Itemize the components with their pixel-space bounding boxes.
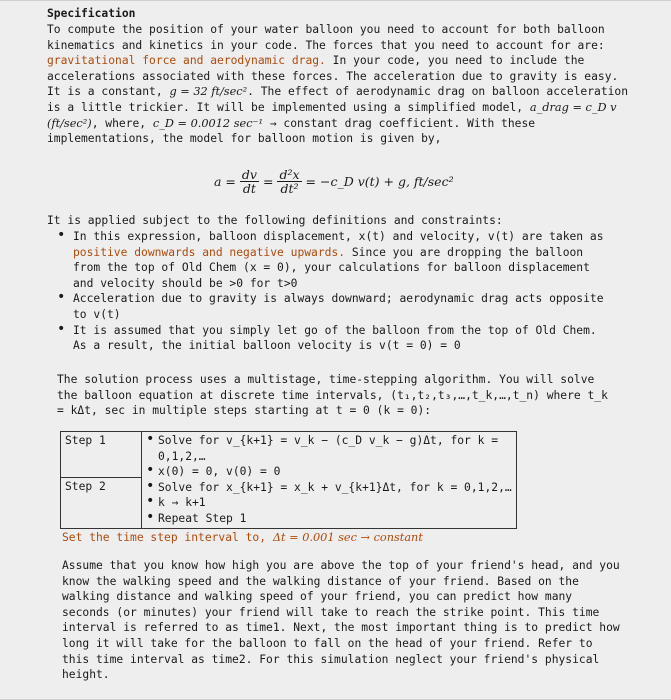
step1-label: Step 1 — [61, 432, 142, 478]
list-item — [47, 229, 607, 291]
intro-text-4: , where, — [91, 116, 153, 130]
constraint-1-text: In this expression, balloon displacement, x(t) and velocity, v(t) are taken as — [73, 230, 604, 243]
constraints-list — [47, 229, 607, 354]
intro-text-1: To compute the position of your water balloon you need to account for both balloon kinematics and kinetics in your code. The forces that you need to account for are: — [47, 23, 612, 52]
direction-highlight: positive downwards and negative upwards. — [73, 245, 346, 259]
section-heading: Specification — [47, 7, 136, 20]
list-item — [47, 291, 607, 322]
gravity-expression: g = 32 ft/sec² — [169, 85, 248, 99]
frac1-denominator: dt — [242, 181, 256, 196]
drag-coefficient-expression: c_D = 0.0012 sec⁻¹ — [152, 116, 264, 130]
list-item: • Repeat Step 1 — [142, 511, 512, 527]
intro-text-2: In your code, you need to include the accelerations associated with these forces. The acceleration due to gravity is easy. It is a constant, — [47, 54, 626, 99]
timestep-line — [62, 530, 622, 546]
constraint-2-text: Acceleration due to gravity is always downward; aerodynamic drag acts opposite to v(t) — [73, 292, 604, 321]
solution-paragraph: The solution process uses a multistage, time-stepping algorithm. You will solve the balloon equation at discrete time intervals, (t₁,t₂,t₃,…,t_k,…,t_n) where t_k = kΔt, sec in multiple steps starting at t = 0 (k = 0): — [57, 373, 615, 418]
frac1-numerator: dv — [241, 167, 257, 182]
step2-label: Step 2 — [61, 477, 142, 528]
list-item: • x(0) = 0, v(0) = 0 — [142, 464, 512, 480]
steps-body — [142, 432, 517, 529]
list-item: • Solve for v_{k+1} = v_k − (c_D v_k − g)Δt, for k = 0,1,2,… — [142, 433, 512, 464]
constraints-intro: It is applied subject to the following definitions and constraints: — [47, 214, 503, 227]
forces-highlight: gravitational force and aerodynamic drag. — [47, 54, 326, 68]
table-row — [61, 432, 517, 478]
timestep-expression: Δt = 0.001 sec → constant — [272, 531, 423, 544]
equation-equals: = — [262, 174, 274, 189]
constraint-1-text-cont: Since you are dropping the balloon from the top of Old Chem (x = 0), your calculations for balloon displacement and velocity should be >0 for t>0 — [73, 245, 590, 290]
timestep-text: Set the time step interval to, — [62, 531, 273, 544]
list-item: • Solve for x_{k+1} = x_k + v_{k+1}Δt, for k = 0,1,2,… — [142, 480, 512, 496]
intro-text-3: . The effect of aerodynamic drag on balloon acceleration is a little trickier. It will be implemented using a simplified model, — [47, 85, 635, 114]
position-second-derivative — [277, 168, 301, 195]
velocity-derivative — [240, 168, 259, 195]
equation-rhs: = −c_D v(t) + g, ft/sec² — [305, 174, 454, 189]
intro-text-5: → constant drag coefficient. With these implementations, the model for balloon motion is given by, — [47, 116, 542, 146]
motion-equation — [214, 168, 454, 195]
frac2-denominator: dt² — [280, 181, 299, 196]
equation-lhs: a = — [214, 174, 236, 189]
list-item — [47, 323, 607, 354]
algorithm-steps-table — [60, 431, 517, 529]
frac2-numerator: d²x — [279, 167, 300, 182]
constraint-3-text: It is assumed that you simply let go of the balloon from the top of Old Chem. As a result, the initial balloon velocity is v(t = 0) = 0 — [73, 323, 597, 353]
list-item: • k → k+1 — [142, 495, 512, 511]
closing-paragraph: Assume that you know how high you are above the top of your friend's head, and you know the walking speed and the walking distance of your friend. Based on the walking distance and walking speed of your friend, you can predict how many seconds (or minutes) your friend will take to reach the strike point. This time interval is referred to as time1. Next, the most important thing is to predict how long it will take for the balloon to fall on the head of your friend. Refer to this time interval as time2. For this simulation neglect your friend's physical height. — [62, 559, 627, 682]
drag-expression: a_drag = c_D v (ft/sec²) — [47, 100, 621, 130]
intro-paragraph — [47, 22, 637, 147]
